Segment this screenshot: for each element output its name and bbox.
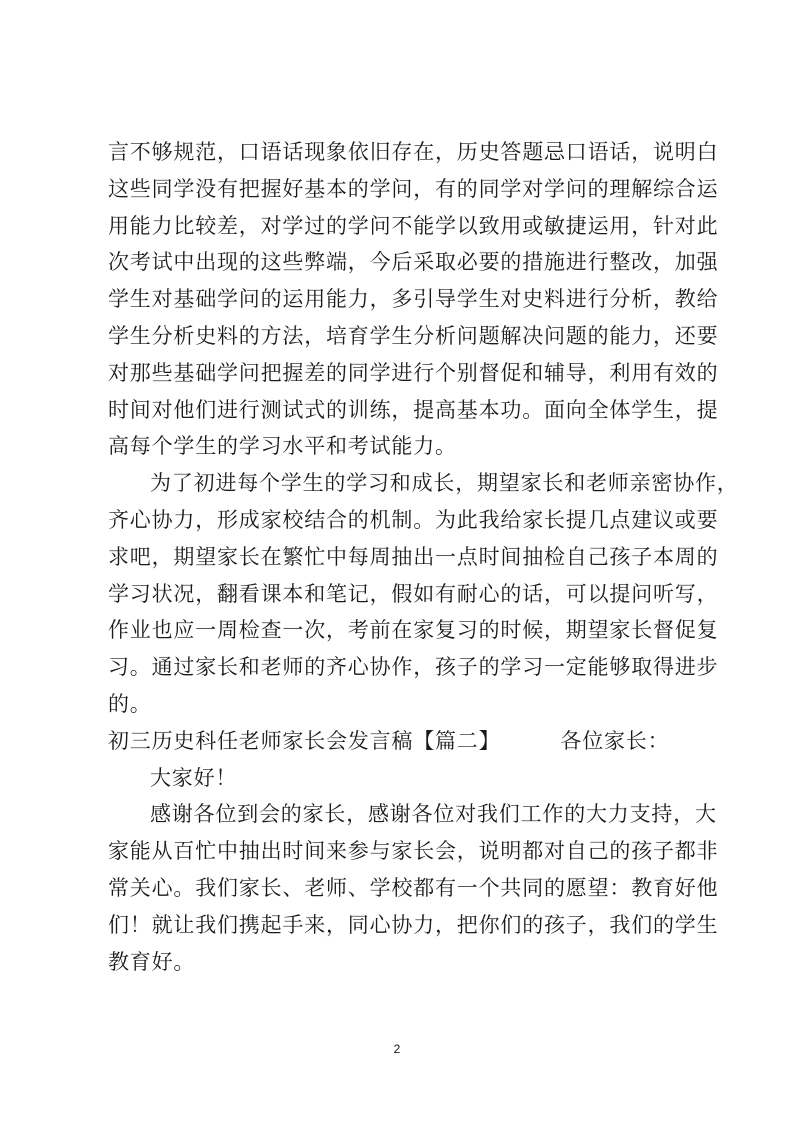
text-line: 作业也应一周检查一次，考前在家复习的时候，期望家长督促复: [108, 618, 719, 643]
section-heading: [108, 723, 708, 760]
greeting: 大家好！: [150, 765, 238, 790]
text-line: 学生对基础学问的运用能力，多引导学生对史料进行分析，教给: [108, 287, 719, 312]
text-line: 次考试中出现的这些弊端，今后采取必要的措施进行整改，加强: [108, 250, 719, 275]
text-line: 对那些基础学问把握差的同学进行个别督促和辅导，利用有效的: [108, 360, 719, 385]
text-line: 言不够规范，口语话现象依旧存在，历史答题忌口语话，说明白: [108, 140, 719, 164]
text-line: 的。: [108, 691, 152, 716]
page-number: 2: [393, 1042, 401, 1056]
text-line: 时间对他们进行测试式的训练，提高基本功。面向全体学生，提: [108, 397, 719, 422]
text-line: 这些同学没有把握好基本的学问，有的同学对学问的理解综合运: [108, 176, 719, 201]
text-line: 教育好。: [108, 949, 196, 974]
text-line: 学习状况，翻看课本和笔记，假如有耐心的话，可以提问听写，: [108, 581, 719, 606]
text-line: 常关心。我们家长、老师、学校都有一个共同的愿望：教育好他: [108, 875, 719, 900]
text-line: 习。通过家长和老师的齐心协作，孩子的学习一定能够取得进步: [108, 655, 719, 680]
text-line: 用能力比较差，对学过的学问不能学以致用或敏捷运用，针对此: [108, 213, 719, 238]
text-line: 家能从百忙中抽出时间来参与家长会，说明都对自己的孩子都非: [108, 839, 719, 864]
salutation: 各位家长：: [560, 728, 670, 753]
text-line: 感谢各位到会的家长，感谢各位对我们工作的大力支持，大: [150, 802, 717, 827]
body-text: [108, 134, 739, 980]
text-line: 为了初进每个学生的学习和成长，期望家长和老师亲密协作，: [150, 471, 739, 496]
section-title: 初三历史科任老师家长会发言稿【篇二】: [108, 728, 501, 753]
text-line: 们！就让我们携起手来，同心协力，把你们的孩子，我们的学生: [108, 912, 719, 937]
text-line: 齐心协力，形成家校结合的机制。为此我给家长提几点建议或要: [108, 507, 719, 532]
text-line: 学生分析史料的方法，培育学生分析问题解决问题的能力，还要: [108, 323, 719, 348]
text-line: 求吧，期望家长在繁忙中每周抽出一点时间抽检自己孩子本周的: [108, 544, 719, 569]
text-line: 高每个学生的学习水平和考试能力。: [108, 434, 457, 459]
